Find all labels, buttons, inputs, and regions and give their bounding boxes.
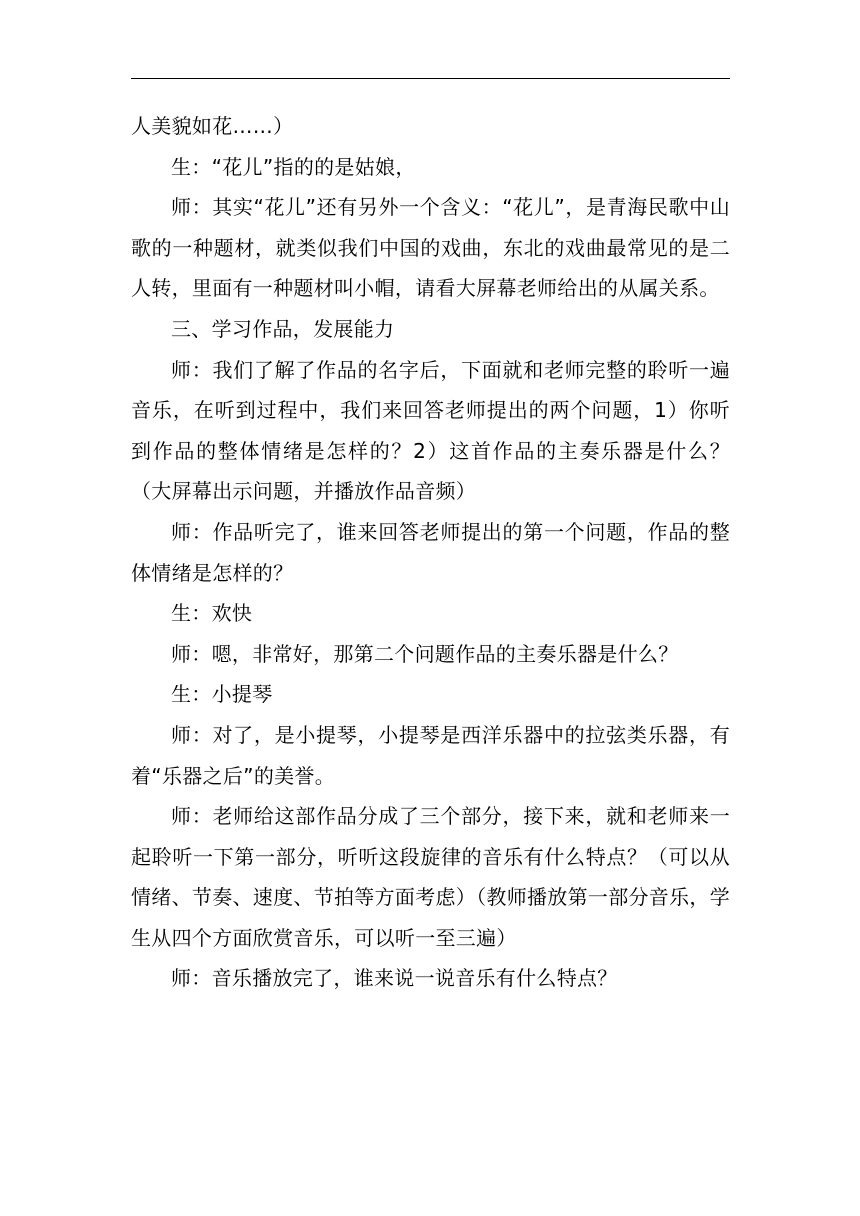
section-heading: 三、学习作品，发展能力	[171, 316, 395, 341]
document-body	[131, 106, 730, 999]
paragraph-11: 师：老师给这部作品分成了三个部分，接下来，就和老师来一起聆听一下第一部分，听听这段旋律的音乐有什么特点？（可以从情绪、节奏、速度、节拍等方面考虑）（教师播放第一部分音乐，学生从四个方面欣赏音乐，可以听一至三遍）	[131, 804, 730, 950]
paragraph-9: 生：小提琴	[171, 682, 273, 707]
paragraph-5: 师：我们了解了作品的名字后，下面就和老师完整的聆听一遍音乐，在听到过程中，我们来回答老师提出的两个问题，1）你听到作品的整体情绪是怎样的？2）这首作品的主奏乐器是什么？（大屏幕出示问题，并播放作品音频）	[131, 357, 730, 504]
paragraph-7: 生：欢快	[171, 601, 253, 626]
paragraph-8: 师：嗯，非常好，那第二个问题作品的主奏乐器是什么？	[171, 641, 679, 666]
paragraph-10: 师：对了，是小提琴，小提琴是西洋乐器中的拉弦类乐器，有着“乐器之后”的美誉。	[131, 722, 730, 788]
paragraph-3: 师：其实“花儿”还有另外一个含义：“花儿”，是青海民歌中山歌的一种题材，就类似我们中国的戏曲，东北的戏曲最常见的是二人转，里面有一种题材叫小帽，请看大屏幕老师给出的从属关系。	[131, 195, 730, 301]
header-rule	[131, 78, 730, 79]
paragraph-12: 师：音乐播放完了，谁来说一说音乐有什么特点？	[171, 966, 618, 991]
paragraph-1: 人美貌如花……）	[131, 114, 294, 138]
paragraph-2: 生：“花儿”指的的是姑娘，	[171, 154, 416, 179]
paragraph-6: 师：作品听完了，谁来回答老师提出的第一个问题，作品的整体情绪是怎样的？	[131, 519, 730, 585]
